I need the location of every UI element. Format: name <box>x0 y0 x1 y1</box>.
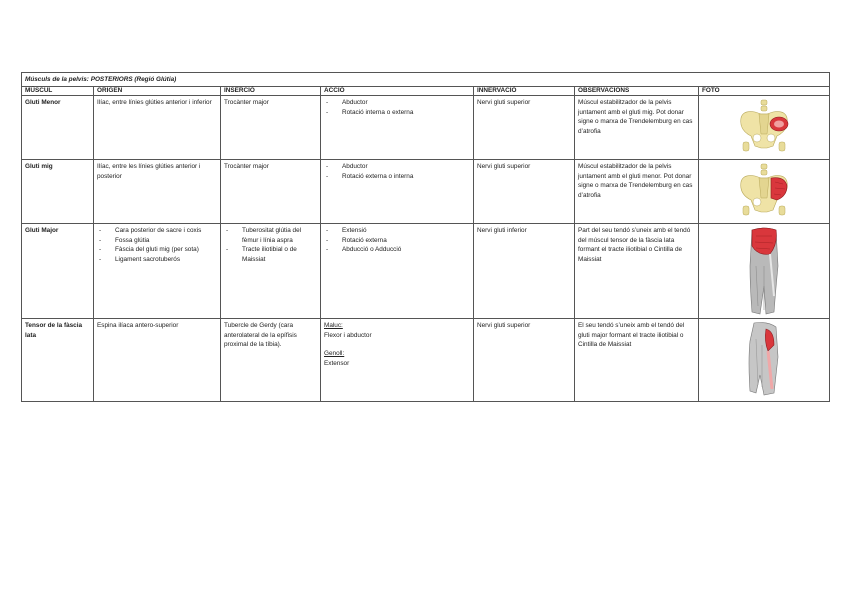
origin-item: - Ligament sacrotuberós <box>97 255 217 265</box>
action-group-label: Genoll: <box>324 350 345 358</box>
insertion-item: - Tracte iliotibial o de Maissiat <box>224 245 317 264</box>
table-row <box>22 160 830 224</box>
table-row <box>22 96 830 160</box>
action-item: - Abductor <box>324 98 470 108</box>
header-observations: OBSERVACIONS <box>575 87 699 96</box>
photo-cell <box>699 319 830 402</box>
header-innervation: INNERVACIÓ <box>474 87 575 96</box>
action-cell <box>321 160 474 224</box>
origin-cell: Ilíac, entre línies glúties anterior i inferior <box>94 96 221 160</box>
action-item: - Rotació interna o externa <box>324 108 470 118</box>
action-group-text: Extensor <box>324 359 350 367</box>
insertion-cell: Trocànter major <box>221 96 321 160</box>
action-item: - Rotació externa o interna <box>324 172 470 182</box>
action-item: - Extensió <box>324 226 470 236</box>
action-item: - Rotació externa <box>324 236 470 246</box>
action-cell <box>321 96 474 160</box>
innervation-cell: Nervi gluti superior <box>474 319 575 402</box>
photo-cell <box>699 96 830 160</box>
muscle-name: Gluti Menor <box>22 96 94 160</box>
action-item: - Abductor <box>324 162 470 172</box>
photo-cell <box>699 224 830 319</box>
insertion-cell: Tubercle de Gerdy (cara anterolateral de la epífisis proximal de la tíbia). <box>221 319 321 402</box>
header-insertion: INSERCIÓ <box>221 87 321 96</box>
muscle-name: Gluti Major <box>22 224 94 319</box>
pelvis-gluteus-medius-illustration <box>733 162 795 216</box>
origin-cell <box>94 224 221 319</box>
insertion-cell <box>221 224 321 319</box>
action-group-text: Flexor i abductor <box>324 331 372 339</box>
header-action: ACCIÓ <box>321 87 474 96</box>
action-cell <box>321 224 474 319</box>
innervation-cell: Nervi gluti superior <box>474 96 575 160</box>
origin-item: - Cara posterior de sacre i coxis <box>97 226 217 236</box>
innervation-cell: Nervi gluti superior <box>474 160 575 224</box>
insertion-cell: Trocànter major <box>221 160 321 224</box>
header-photo: FOTO <box>699 87 830 96</box>
leg-gluteus-maximus-illustration <box>744 226 784 316</box>
action-cell <box>321 319 474 402</box>
header-muscle: MÚSCUL <box>22 87 94 96</box>
table-title: Músculs de la pelvis: POSTERIORS (Regió Glútia) <box>22 73 830 87</box>
pelvis-gluteus-minimus-illustration <box>733 98 795 152</box>
innervation-cell: Nervi gluti inferior <box>474 224 575 319</box>
header-origin: ORIGEN <box>94 87 221 96</box>
table-row <box>22 319 830 402</box>
origin-item: - Fàscia del gluti mig (per sota) <box>97 245 217 255</box>
origin-item: - Fossa glútia <box>97 236 217 246</box>
observations-cell: Part del seu tendó s’uneix amb el tendó del múscul tensor de la fàscia lata formant el tracte iliotibial o Cintilla de Maissiat <box>575 224 699 319</box>
muscle-name: Gluti mig <box>22 160 94 224</box>
photo-cell <box>699 160 830 224</box>
muscle-name: Tensor de la fàscia lata <box>22 319 94 402</box>
table-row <box>22 224 830 319</box>
leg-tensor-fasciae-latae-illustration <box>744 321 784 397</box>
observations-cell: Múscul estabilitzador de la pelvis juntament amb el gluti mig. Pot donar signe o marxa de Trendelemburg en cas d’atrofia <box>575 96 699 160</box>
origin-cell: Espina ilíaca antero-superior <box>94 319 221 402</box>
origin-cell: Ilíac, entre les línies glúties anterior i posterior <box>94 160 221 224</box>
insertion-item: - Tuberositat glútia del fèmur i línia aspra <box>224 226 317 245</box>
observations-cell: Múscul estabilitzador de la pelvis juntament amb el gluti menor. Pot donar signe o marxa de Trendelemburg en cas d’atrofia <box>575 160 699 224</box>
action-group-label: Maluc: <box>324 322 343 329</box>
muscles-table <box>21 72 830 402</box>
observations-cell: El seu tendó s’uneix amb el tendó del gluti major formant el tracte iliotibial o Cintilla de Maissiat <box>575 319 699 402</box>
action-item: - Abducció o Adducció <box>324 245 470 255</box>
